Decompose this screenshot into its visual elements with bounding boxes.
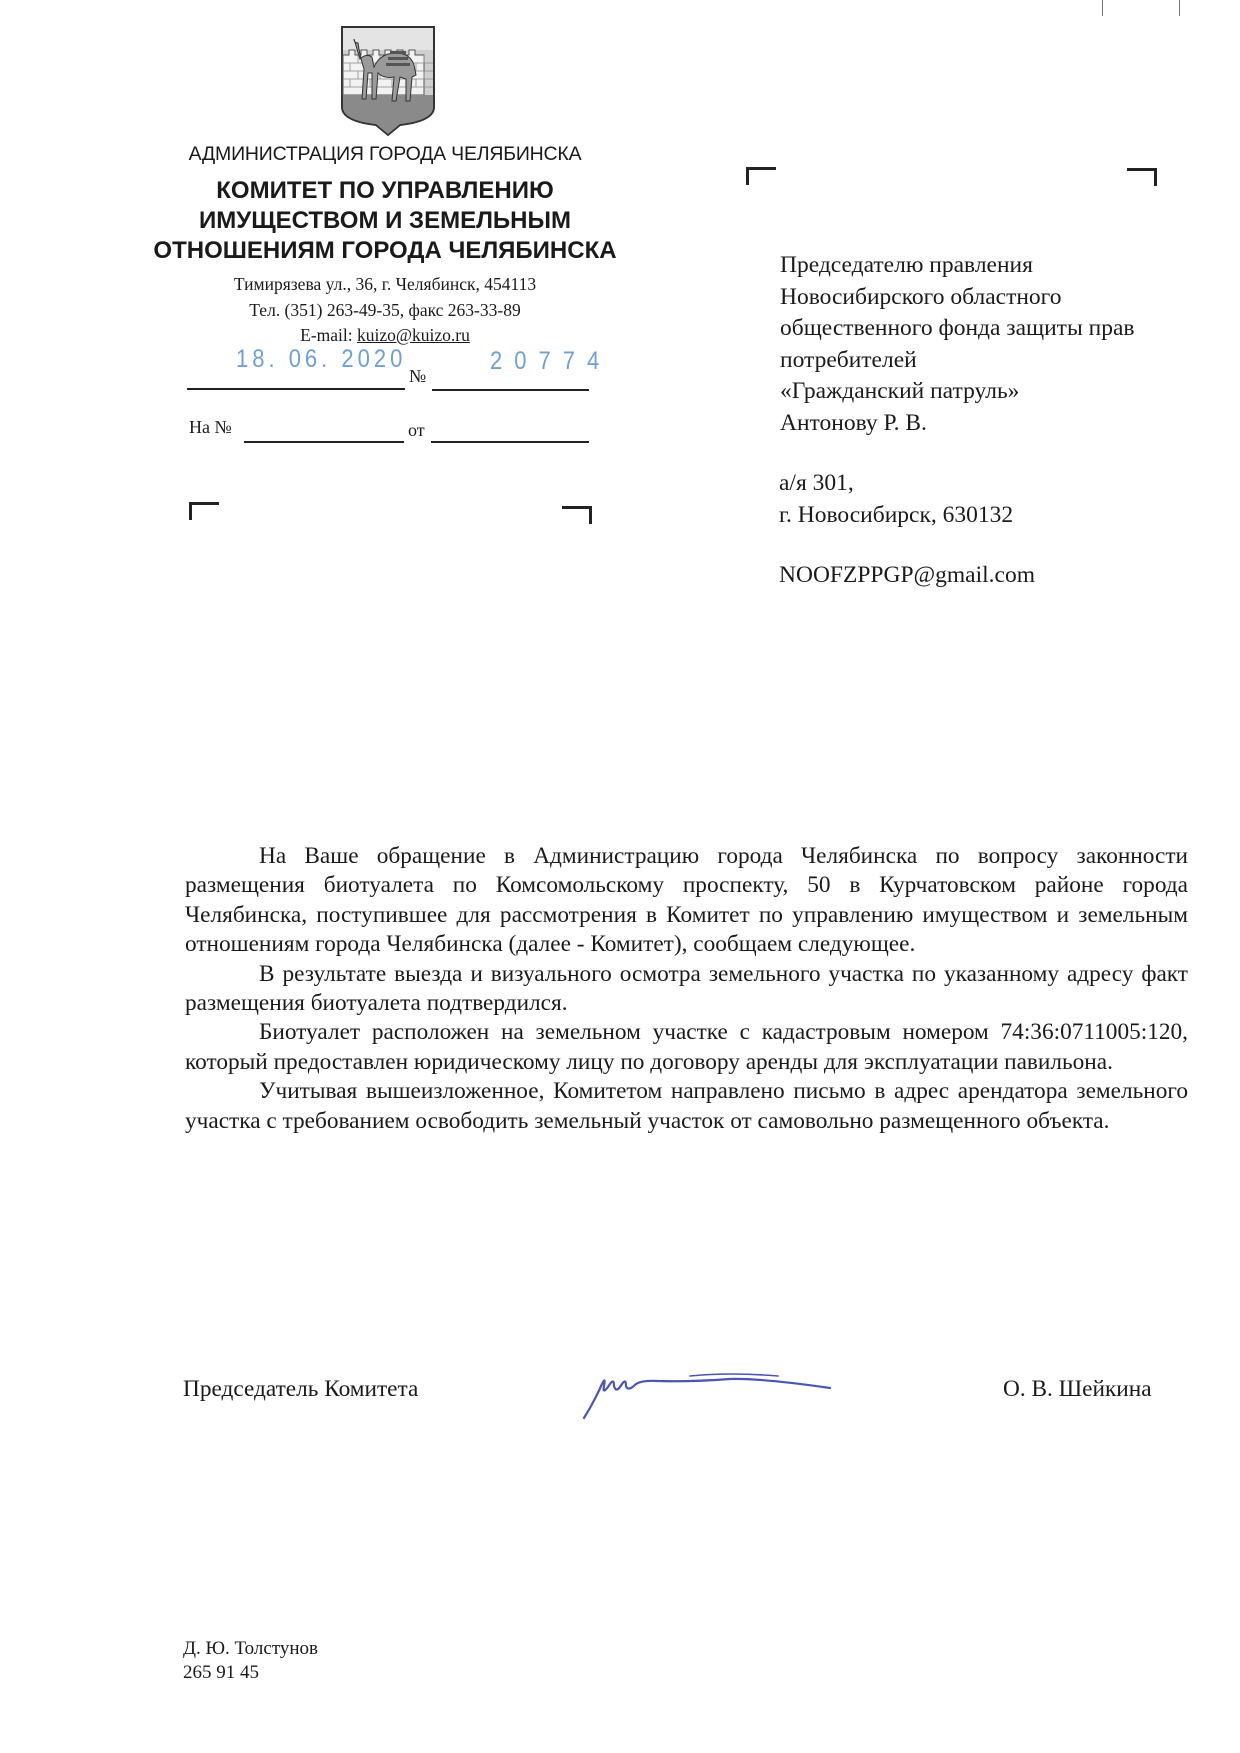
executor-phone: 265 91 45 [183,1662,259,1683]
addressee-line: общественного фонда защиты прав [780,315,1135,341]
scan-mark [1102,0,1103,16]
addressee-line: «Гражданский патруль» [780,378,1020,404]
po-box: а/я 301, [779,470,854,496]
body-paragraph: Учитывая вышеизложенное, Комитетом направлено письмо в адрес арендатора земельного участка с требованием освободить земельный участок от самовольно размещенного объекта. [185,1078,1188,1134]
addressee-line: Антонову Р. В. [780,409,927,436]
administration-name: АДМИНИСТРАЦИЯ ГОРОДА ЧЕЛЯБИНСКА [188,143,582,165]
addressee-line: Председателю правления [780,252,1033,278]
corner-mark-top-right [562,506,592,524]
committee-name [140,176,630,266]
reply-to-field[interactable] [244,441,404,443]
city: г. Новосибирск, 630132 [779,501,1014,528]
committee-name-line: ОТНОШЕНИЯМ ГОРОДА ЧЕЛЯБИНСКА [153,237,617,264]
corner-mark-top-right [1127,168,1157,186]
addressee-email[interactable]: NOOFZPPGP@gmail.com [779,562,1036,588]
email-label: E-mail: [300,325,358,345]
date-stamp: 18. 06. 2020 [236,344,407,373]
handwritten-signature-icon [580,1362,840,1424]
signatory-name: О. В. Шейкина [1003,1376,1152,1402]
addressee-line: потребителей [780,346,917,373]
body-paragraph: В результате выезда и визуального осмотра земельного участка по указанному адресу факт размещения биотуалета подтвердился. [185,960,1188,1017]
addressee-block [780,250,1210,439]
scan-mark [1179,0,1180,16]
number-underline [432,389,589,391]
letter-body [185,842,1188,1136]
corner-mark-top-left [746,167,776,185]
addressee-postal [779,468,1013,531]
addressee-line: Новосибирского областного [780,283,1062,310]
email-link[interactable]: kuizo@kuizo.ru [357,325,470,345]
executor-name: Д. Ю. Толстунов [183,1638,319,1659]
signatory-title: Председатель Комитета [183,1376,419,1402]
coat-of-arms-icon [340,25,436,137]
corner-mark-top-left [189,502,219,520]
executor-info [183,1637,318,1685]
contact-info [160,272,610,349]
reply-to-label: На № [189,417,232,437]
committee-name-line: ИМУЩЕСТВОМ И ЗЕМЕЛЬНЫМ [199,207,571,234]
postal-address: Тимирязева ул., 36, г. Челябинск, 454113 [233,274,537,294]
from-field[interactable] [431,441,589,443]
body-paragraph: Биотуалет расположен на земельном участке с кадастровым номером 74:36:0711005:120, который предоставлен юридическому лицу по договору аренды для эксплуатации павильона. [185,1019,1188,1075]
body-paragraph: На Ваше обращение в Администрацию города Челябинска по вопросу законности размещения биотуалета по Комсомольскому проспекту, 50 в Курчатовском районе города Челябинска, поступившее для рассмотрения в Комитет по управлению имуществом и земельным отношениям города Челябинска (далее - Комитет), сообщаем следующее. [185,843,1188,958]
phone-fax: Тел. (351) 263-49-35, факс 263-33-89 [249,299,521,320]
date-underline [187,388,405,390]
number-label: № [409,366,427,386]
committee-name-line: КОМИТЕТ ПО УПРАВЛЕНИЮ [216,177,554,204]
number-stamp: 20774 [490,346,612,375]
from-label: от [408,420,425,440]
